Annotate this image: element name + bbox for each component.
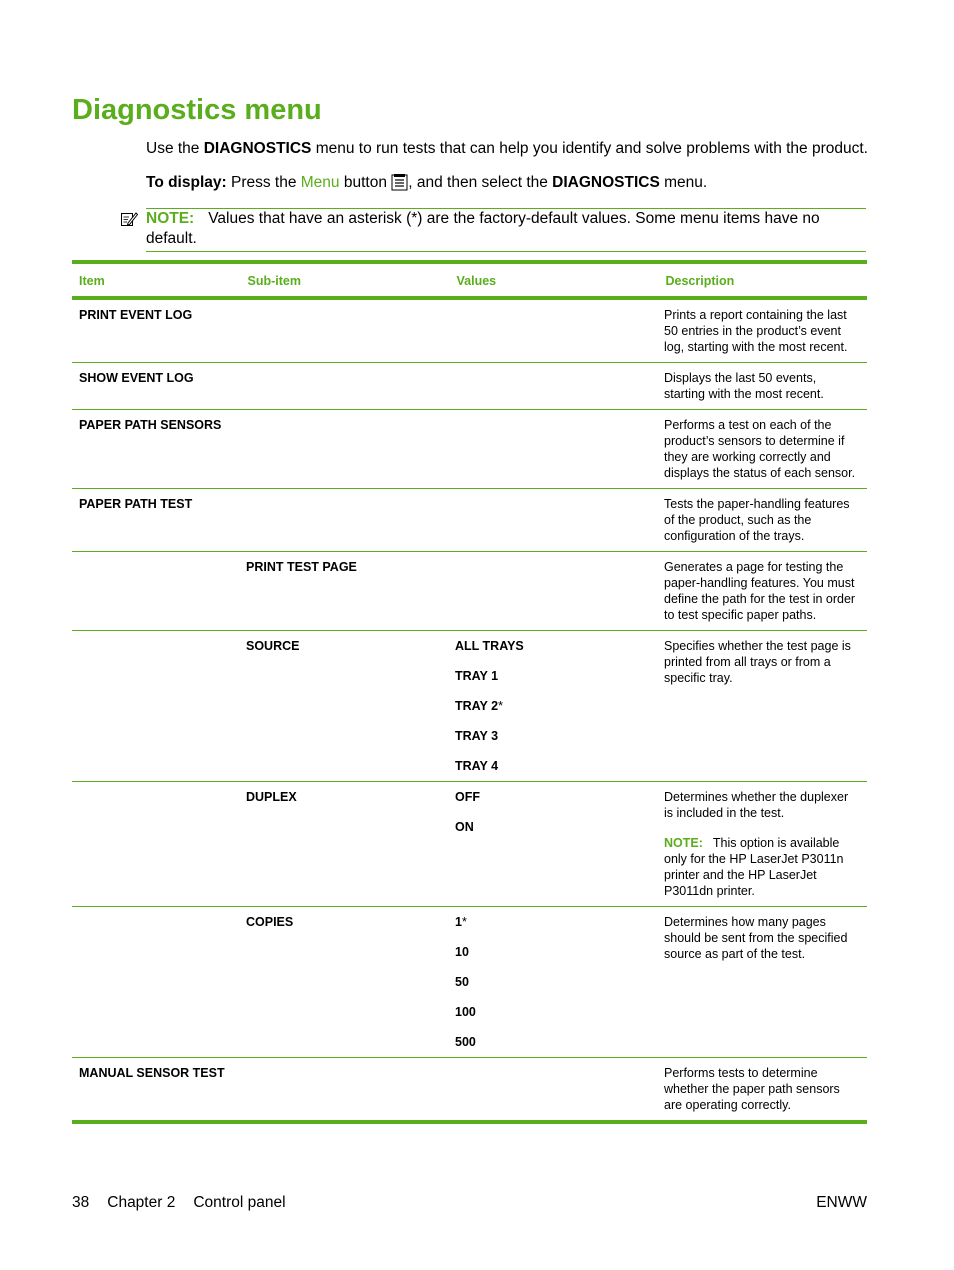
- description-note-text: This option is available only for the HP LaserJet P3011n printer and the HP LaserJet P3011dn printer.: [664, 836, 844, 898]
- cell-description: [657, 489, 867, 552]
- table-row: [72, 552, 867, 631]
- value-item: [455, 944, 650, 960]
- cell-description: [657, 907, 867, 1058]
- description-text: Displays the last 50 events, starting with the most recent.: [664, 371, 824, 401]
- table-row: [72, 782, 867, 907]
- header-sub-item: Sub-item: [239, 262, 448, 298]
- cell-sub-item: PRINT TEST PAGE: [239, 552, 448, 631]
- value-text: 10: [455, 945, 469, 959]
- section-label: Control panel: [193, 1194, 286, 1211]
- cell-values: [448, 410, 657, 489]
- to-display-paragraph: [146, 173, 707, 193]
- value-text: TRAY 4: [455, 759, 499, 773]
- value-text: TRAY 2: [455, 699, 499, 713]
- description-text: Prints a report containing the last 50 entries in the product’s event log, starting with the most recent.: [664, 308, 848, 354]
- cell-sub-item: SOURCE: [239, 631, 448, 782]
- cell-sub-item: [239, 363, 448, 410]
- value-text: 100: [455, 1005, 476, 1019]
- intro-after: menu to run tests that can help you identify and solve problems with the product.: [311, 140, 868, 157]
- page-footer: [72, 1193, 867, 1213]
- cell-values: [448, 1058, 657, 1123]
- cell-sub-item: [239, 410, 448, 489]
- value-item: [455, 728, 650, 744]
- cell-description: [657, 1058, 867, 1123]
- cell-description: [657, 631, 867, 782]
- to-display-bold: DIAGNOSTICS: [552, 174, 660, 191]
- menu-button-icon: [391, 174, 408, 191]
- cell-description: [657, 298, 867, 363]
- description-text: Generates a page for testing the paper-handling features. You must define the path for the test in order to test specific paper paths.: [664, 560, 856, 622]
- cell-sub-item: [239, 489, 448, 552]
- page-title: Diagnostics menu: [72, 94, 322, 126]
- table-row: [72, 410, 867, 489]
- description-note: [664, 835, 860, 899]
- value-text: OFF: [455, 790, 480, 804]
- intro-paragraph: [146, 139, 868, 159]
- value-item: [455, 1004, 650, 1020]
- value-item: [455, 668, 650, 684]
- cell-item: MANUAL SENSOR TEST: [72, 1058, 239, 1123]
- table-row: [72, 363, 867, 410]
- cell-description: [657, 552, 867, 631]
- cell-item: [72, 552, 239, 631]
- cell-item: [72, 907, 239, 1058]
- value-item: [455, 1034, 650, 1050]
- default-asterisk: *: [461, 915, 467, 929]
- description-text: Tests the paper-handling features of the product, such as the configuration of the trays.: [664, 497, 850, 543]
- note-text: Values that have an asterisk (*) are the factory-default values. Some menu items have no default.: [146, 210, 820, 247]
- cell-values: [448, 298, 657, 363]
- cell-values: [448, 907, 657, 1058]
- value-text: TRAY 1: [455, 669, 499, 683]
- chapter-label: Chapter 2: [107, 1194, 176, 1211]
- footer-right: ENWW: [816, 1194, 867, 1211]
- cell-values: [448, 631, 657, 782]
- cell-item: [72, 782, 239, 907]
- table-row: [72, 298, 867, 363]
- description-note-label: NOTE:: [664, 836, 703, 850]
- value-text: 500: [455, 1035, 476, 1049]
- header-description: Description: [657, 262, 867, 298]
- description-text: Determines how many pages should be sent from the specified source as part of the test.: [664, 915, 848, 961]
- description-text: Performs tests to determine whether the paper path sensors are operating correctly.: [664, 1066, 840, 1112]
- header-item: Item: [72, 262, 239, 298]
- value-text: ALL TRAYS: [455, 639, 524, 653]
- note-box: [146, 208, 866, 252]
- cell-sub-item: [239, 1058, 448, 1123]
- cell-description: [657, 410, 867, 489]
- to-display-text2: button: [339, 174, 392, 191]
- cell-description: [657, 782, 867, 907]
- description-text: Performs a test on each of the product’s sensors to determine if they are working correctly and displays the status of each sensor.: [664, 418, 856, 480]
- page-number: 38: [72, 1194, 90, 1211]
- value-text: ON: [455, 820, 474, 834]
- cell-values: [448, 782, 657, 907]
- table-row: [72, 907, 867, 1058]
- value-item: [455, 789, 650, 805]
- menu-link[interactable]: Menu: [300, 174, 340, 191]
- value-item: [455, 819, 650, 835]
- table-header-row: [72, 262, 867, 298]
- cell-sub-item: [239, 298, 448, 363]
- value-item: [455, 974, 650, 990]
- cell-sub-item: COPIES: [239, 907, 448, 1058]
- value-text: TRAY 3: [455, 729, 499, 743]
- table-row: [72, 631, 867, 782]
- default-asterisk: *: [498, 699, 503, 713]
- note-label: NOTE:: [146, 210, 195, 227]
- diagnostics-table: [72, 260, 867, 1124]
- cell-item: PAPER PATH TEST: [72, 489, 239, 552]
- cell-values: [448, 363, 657, 410]
- cell-description: [657, 363, 867, 410]
- value-text: 1: [455, 915, 462, 929]
- cell-values: [448, 552, 657, 631]
- table-row: [72, 1058, 867, 1123]
- cell-values: [448, 489, 657, 552]
- cell-sub-item: DUPLEX: [239, 782, 448, 907]
- description-text: Determines whether the duplexer is included in the test.: [664, 790, 849, 820]
- value-item: [455, 758, 650, 774]
- value-item: [455, 638, 650, 654]
- note-pencil-icon: [120, 210, 138, 228]
- to-display-text1: Press the: [226, 174, 301, 191]
- value-item: [455, 698, 650, 714]
- description-text: Specifies whether the test page is printed from all trays or from a specific tray.: [664, 639, 851, 685]
- to-display-text4: menu.: [659, 174, 708, 191]
- cell-item: PRINT EVENT LOG: [72, 298, 239, 363]
- header-values: Values: [448, 262, 657, 298]
- value-item: [455, 914, 650, 930]
- cell-item: PAPER PATH SENSORS: [72, 410, 239, 489]
- table-row: [72, 489, 867, 552]
- cell-item: [72, 631, 239, 782]
- intro-bold: DIAGNOSTICS: [203, 140, 312, 157]
- value-text: 50: [455, 975, 469, 989]
- to-display-text3: , and then select the: [408, 174, 553, 191]
- intro-before: Use the: [146, 140, 204, 157]
- cell-item: SHOW EVENT LOG: [72, 363, 239, 410]
- to-display-label: To display:: [146, 174, 227, 191]
